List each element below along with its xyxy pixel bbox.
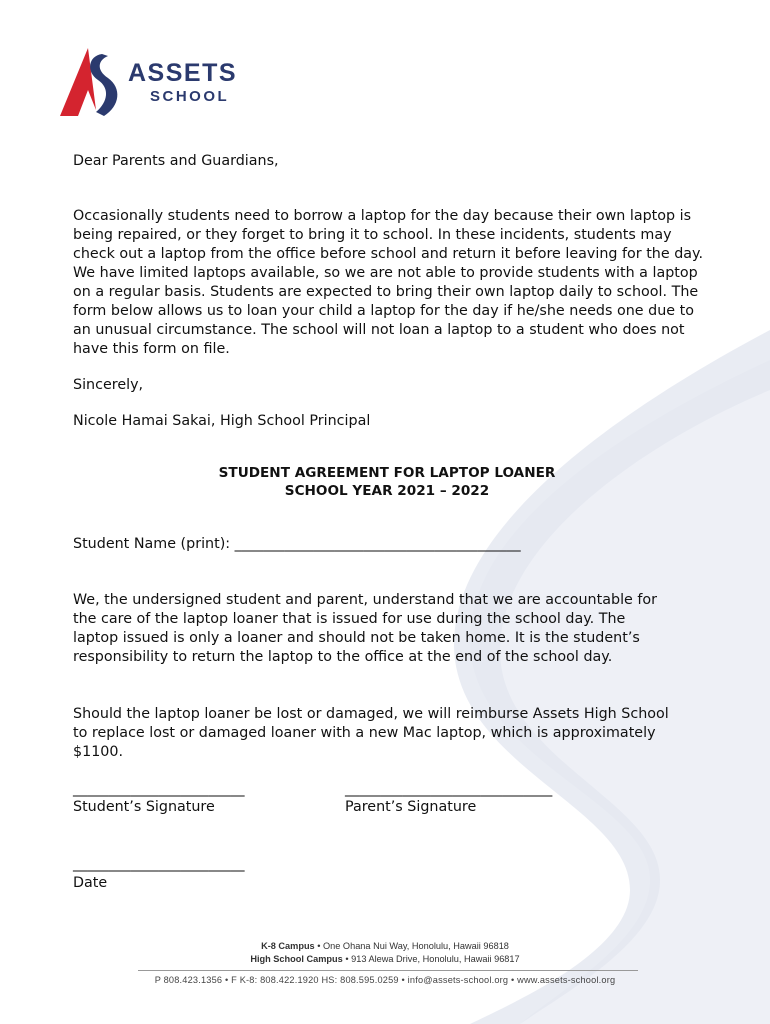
footer-k8-address: One Ohana Nui Way, Honolulu, Hawaii 96818 bbox=[323, 941, 509, 951]
letter-paragraph: Occasionally students need to borrow a laptop for the day because their own laptop is being repaired, or they forget to bring it to school. In these incidents, students may check out a laptop from the office before school and return it before leaving for the day. We have limited laptops available, so we are not able to provide students with a laptop on a regular basis. Students are expected to bring their own laptop daily to school. The form below allows us to loan your child a laptop for the day if he/she needs one due to an unusual circumstance. The school will not loan a laptop to a student who does not have this form on file. bbox=[73, 208, 704, 357]
assets-logo-mark-icon bbox=[58, 46, 124, 118]
footer-k8-campus bbox=[0, 941, 770, 951]
footer-hs-campus bbox=[0, 954, 770, 964]
agreement-paragraph: We, the undersigned student and parent, understand that we are accountable for the care of the laptop loaner that is issued for use during the school day. The laptop issued is only a loaner and should not be taken home. It is the student’s responsibility to return the laptop to the office at the end of the school day. bbox=[73, 592, 658, 665]
date-label: Date bbox=[73, 875, 108, 891]
closing: Sincerely, bbox=[73, 377, 144, 393]
footer-contact: P 808.423.1356 • F K-8: 808.422.1920 HS: 808.595.0259 • info@assets-school.org • www.assets-school.org bbox=[154, 975, 616, 985]
school-year: SCHOOL YEAR 2021 – 2022 bbox=[284, 483, 490, 499]
logo-name: ASSETS bbox=[128, 58, 238, 87]
logo-subtitle: SCHOOL bbox=[150, 87, 230, 105]
date-field[interactable]: ________________________ bbox=[73, 856, 245, 872]
footer-hs-address: 913 Alewa Drive, Honolulu, Hawaii 96817 bbox=[351, 954, 520, 964]
agreement-title bbox=[73, 464, 701, 500]
principal-signoff: Nicole Hamai Sakai, High School Principal bbox=[73, 413, 371, 429]
student-signature-field[interactable]: ________________________ bbox=[73, 781, 245, 797]
student-signature-label: Student’s Signature bbox=[73, 799, 215, 815]
student-name-field[interactable]: Student Name (print): ________________________________________ bbox=[73, 536, 521, 552]
footer-k8-label: K-8 Campus bbox=[261, 941, 315, 951]
agreement-heading: STUDENT AGREEMENT FOR LAPTOP LOANER bbox=[218, 465, 556, 481]
footer-divider bbox=[138, 970, 638, 971]
parent-signature-label: Parent’s Signature bbox=[345, 799, 477, 815]
reimbursement-paragraph: Should the laptop loaner be lost or damaged, we will reimburse Assets High School to replace lost or damaged loaner with a new Mac laptop, which is approximately $1100. bbox=[73, 706, 669, 760]
parent-signature-field[interactable]: _____________________________ bbox=[345, 781, 553, 797]
footer-bullet: • bbox=[317, 941, 324, 951]
school-logo bbox=[58, 46, 237, 118]
footer-hs-label: High School Campus bbox=[250, 954, 343, 964]
footer-bullet: • bbox=[345, 954, 352, 964]
greeting: Dear Parents and Guardians, bbox=[73, 153, 279, 169]
